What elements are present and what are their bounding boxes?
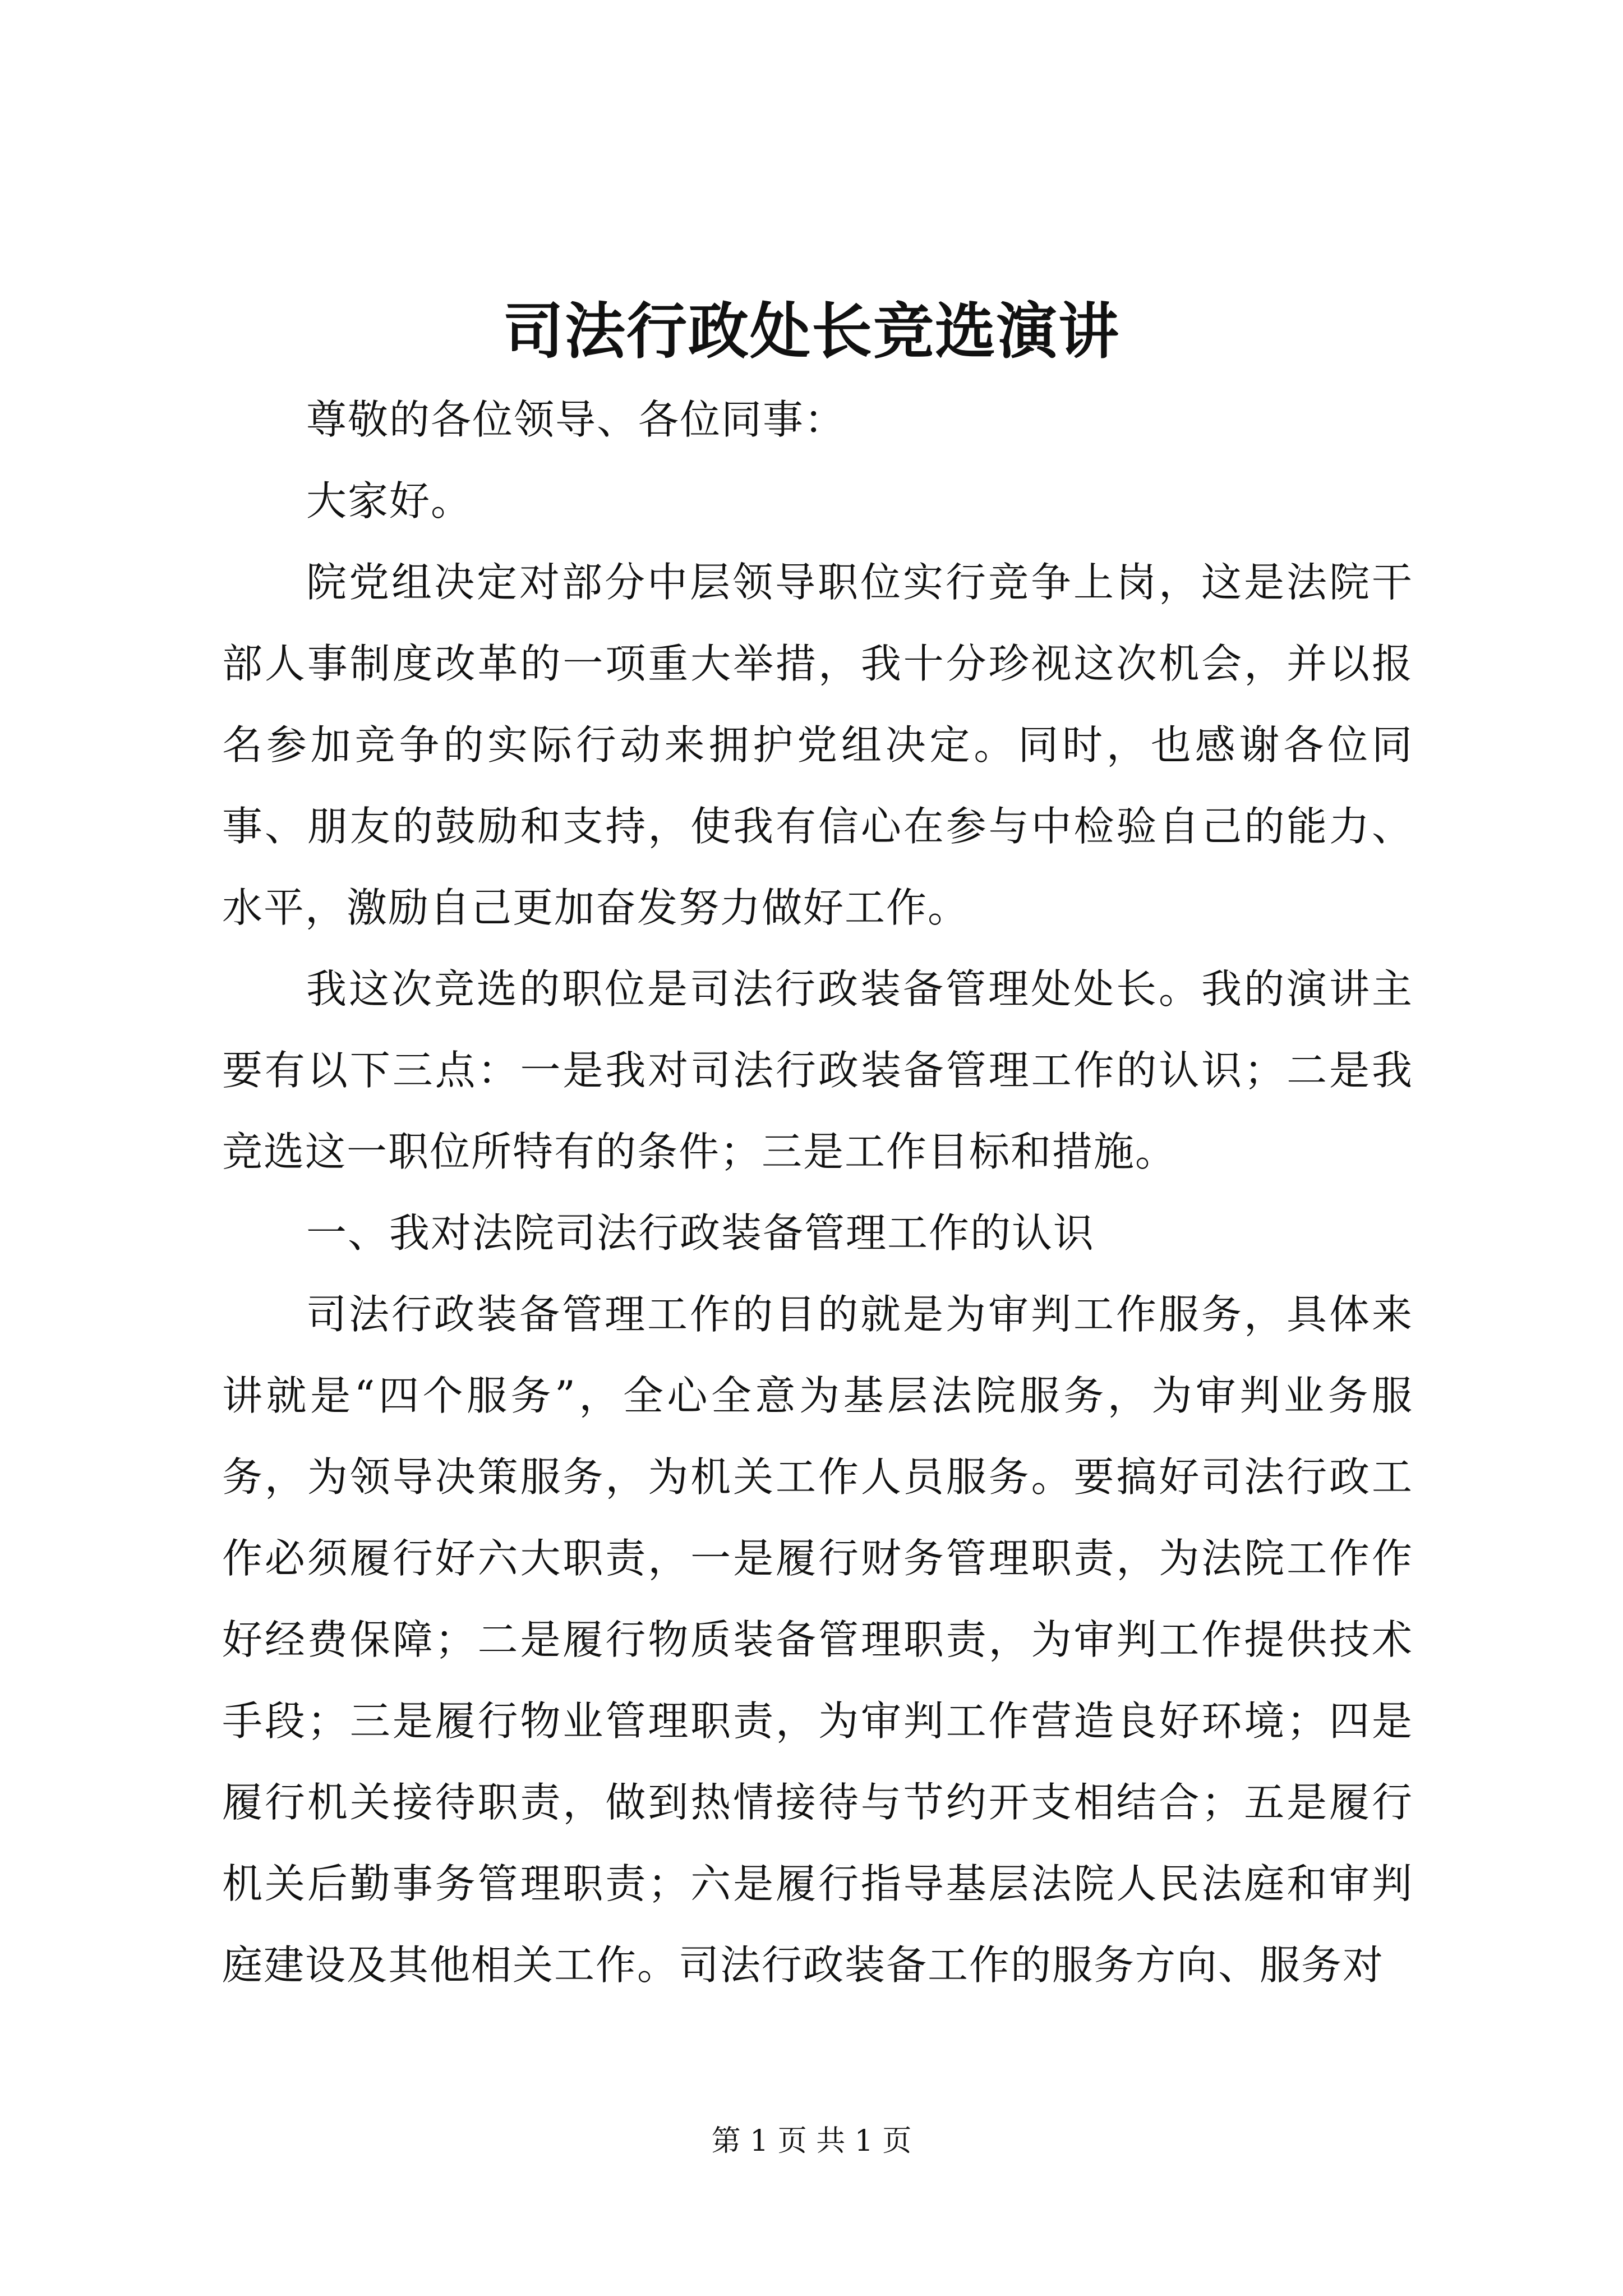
paragraph-salutation: 尊敬的各位领导、各位同事： <box>306 396 846 443</box>
page-number: 第 1 页 共 1 页 <box>711 2124 912 2158</box>
document-title: 司法行政处长竞选演讲 <box>502 296 1120 367</box>
paragraph-intro: 院党组决定对部分中层领导职位实行竞争上岗，这是法院干部人事制度改革的一项重大举措，我十分珍视这次机会，并以报名参加竞争的实际行动来拥护党组决定。同时，也感谢各位同事、朋友的鼓励和支持，使我有信心在参与中检验自己的能力、水平，激励自己更加奋发努力做好工作。 <box>222 559 1413 931</box>
paragraph-understanding: 司法行政装备管理工作的目的就是为审判工作服务，具体来讲就是“四个服务”，全心全意为基层法院服务，为审判业务服务，为领导决策服务，为机关工作人员服务。要搞好司法行政工作必须履行好六大职责，一是履行财务管理职责，为法院工作作好经费保障；二是履行物质装备管理职责，为审判工作提供技术手段；三是履行物业管理职责，为审判工作营造良好环境；四是履行机关接待职责，做到热情接待与节约开支相结合；五是履行机关后勤事务管理职责；六是履行指导基层法院人民法庭和审判庭建设及其他相关工作。司法行政装备工作的服务方向、服务对 <box>222 1291 1413 1989</box>
document-body <box>222 379 1413 2006</box>
paragraph-greeting: 大家好。 <box>306 477 473 524</box>
paragraph-position: 我这次竞选的职位是司法行政装备管理处处长。我的演讲主要有以下三点：一是我对司法行政装备管理工作的认识；二是我竞选这一职位所特有的条件；三是工作目标和措施。 <box>222 965 1413 1175</box>
section-heading-1: 一、我对法院司法行政装备管理工作的认识 <box>306 1209 1095 1257</box>
page-footer <box>0 2122 1623 2161</box>
